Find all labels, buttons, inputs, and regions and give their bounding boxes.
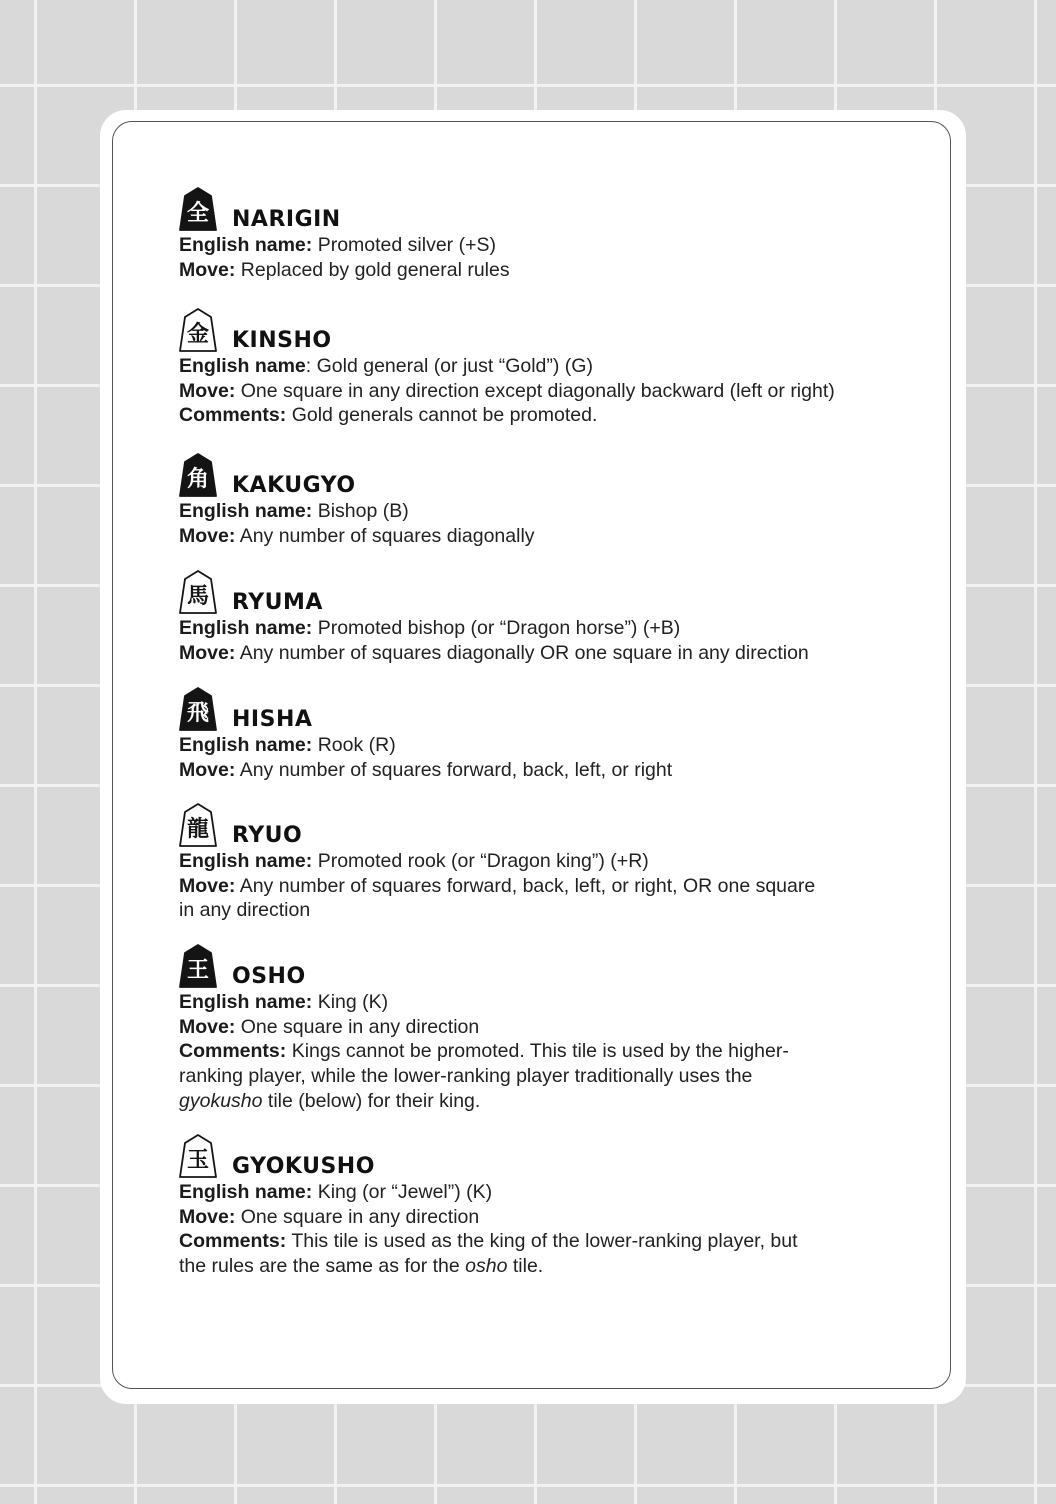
field-value-cont: tile.: [507, 1255, 544, 1278]
piece-info-line: [179, 616, 899, 641]
piece-entry-narigin: [179, 186, 899, 282]
tile-kanji: 飛: [186, 701, 209, 726]
piece-info-line: [179, 1205, 899, 1230]
piece-header: [179, 452, 899, 499]
piece-header: [179, 186, 899, 233]
field-label: Comments:: [179, 1040, 287, 1063]
shogi-tile-icon: [179, 308, 217, 352]
field-value: Bishop (B): [317, 500, 409, 522]
field-label: Move:: [179, 379, 236, 402]
shogi-tile-icon: [179, 1134, 217, 1178]
piece-header: [179, 569, 899, 616]
piece-info-line: [179, 499, 899, 524]
piece-header: [179, 307, 899, 354]
field-value: Replaced by gold general rules: [240, 258, 510, 281]
field-value: One square in any direction: [240, 1205, 480, 1228]
shogi-tile-icon: [179, 944, 217, 988]
field-value: Promoted bishop (or “Dragon horse”) (+B): [317, 617, 681, 639]
field-label: English name: [179, 355, 306, 377]
piece-info-line: [179, 354, 899, 379]
piece-info-line: [179, 849, 899, 874]
shogi-tile-icon: [179, 803, 217, 847]
field-value: : Gold general (or just “Gold”) (G): [305, 355, 593, 377]
shogi-tile-icon: [179, 187, 217, 231]
field-value: the rules are the same as for the: [179, 1255, 466, 1278]
piece-entry-ryuma: [179, 569, 899, 665]
piece-entry-osho: [179, 943, 899, 1114]
tile-kanji: 金: [186, 322, 209, 347]
piece-header: [179, 1133, 899, 1180]
field-label: English name:: [179, 1181, 313, 1203]
field-value: ranking player, while the lower-ranking player traditionally uses the: [179, 1065, 753, 1088]
field-value: Kings cannot be promoted. This tile is used by the higher-: [291, 1040, 789, 1063]
piece-info-line: [179, 403, 899, 428]
italic-term: osho: [465, 1255, 508, 1278]
italic-term: gyokusho: [179, 1089, 263, 1112]
piece-info-line: [179, 233, 899, 258]
piece-title: RYUO: [232, 823, 303, 848]
piece-entry-ryuo: [179, 802, 899, 923]
shogi-tile-icon: [179, 570, 217, 614]
piece-info-line: [179, 990, 899, 1015]
piece-info-line: [179, 379, 899, 404]
piece-entry-kinsho: [179, 307, 899, 428]
field-value: Any number of squares forward, back, left, or right: [239, 758, 673, 781]
piece-entry-kakugyo: [179, 452, 899, 548]
field-label: Comments:: [179, 1230, 287, 1253]
field-value-cont: tile (below) for their king.: [262, 1089, 481, 1112]
field-label: English name:: [179, 234, 313, 256]
field-label: Move:: [179, 641, 236, 664]
piece-info-line: [179, 524, 899, 549]
piece-entry-gyokusho: [179, 1133, 899, 1279]
field-value: Any number of squares diagonally: [239, 524, 535, 547]
field-label: Move:: [179, 758, 236, 781]
shogi-tile-icon: [179, 687, 217, 731]
tile-kanji: 龍: [186, 817, 209, 842]
piece-info-line: [179, 1015, 899, 1040]
field-value: King (K): [317, 991, 389, 1013]
field-value: Promoted rook (or “Dragon king”) (+R): [317, 850, 649, 872]
field-value: King (or “Jewel”) (K): [317, 1181, 493, 1203]
field-label: Comments:: [179, 404, 287, 427]
piece-title: HISHA: [232, 707, 313, 732]
piece-header: [179, 943, 899, 990]
piece-info-line: [179, 758, 899, 783]
field-value: Gold generals cannot be promoted.: [291, 404, 598, 427]
piece-info-line: [179, 1064, 899, 1089]
piece-title: KINSHO: [232, 328, 332, 353]
field-value: Promoted silver (+S): [317, 234, 496, 256]
piece-title: OSHO: [232, 964, 306, 989]
piece-info-line: [179, 1229, 899, 1254]
tile-kanji: 王: [186, 958, 209, 983]
tile-kanji: 全: [186, 201, 209, 226]
field-label: English name:: [179, 617, 313, 639]
field-value: One square in any direction: [240, 1015, 480, 1038]
piece-title: NARIGIN: [232, 207, 341, 232]
piece-title: KAKUGYO: [232, 473, 356, 498]
field-label: English name:: [179, 850, 313, 872]
shogi-tile-icon: [179, 453, 217, 497]
piece-info-line: [179, 1180, 899, 1205]
piece-info-line: [179, 898, 899, 923]
field-label: Move:: [179, 1015, 236, 1038]
field-label: English name:: [179, 500, 313, 522]
field-value: This tile is used as the king of the lower-ranking player, but: [291, 1230, 798, 1253]
tile-kanji: 馬: [186, 584, 209, 609]
field-label: English name:: [179, 991, 313, 1013]
piece-title: GYOKUSHO: [232, 1154, 375, 1179]
piece-info-line: [179, 1039, 899, 1064]
field-label: Move:: [179, 1205, 236, 1228]
field-value: Any number of squares forward, back, left, or right, OR one square: [239, 874, 816, 897]
field-value: in any direction: [179, 899, 311, 922]
field-value: One square in any direction except diagonally backward (left or right): [240, 379, 835, 402]
field-label: English name:: [179, 734, 313, 756]
piece-info-line: [179, 1254, 899, 1279]
piece-header: [179, 802, 899, 849]
piece-entry-hisha: [179, 686, 899, 782]
piece-info-line: [179, 1089, 899, 1114]
piece-title: RYUMA: [232, 590, 323, 615]
piece-info-line: [179, 733, 899, 758]
field-value: Any number of squares diagonally OR one square in any direction: [239, 641, 809, 664]
piece-info-line: [179, 258, 899, 283]
field-label: Move:: [179, 524, 236, 547]
tile-kanji: 玉: [186, 1148, 209, 1173]
tile-kanji: 角: [186, 467, 209, 492]
piece-info-line: [179, 641, 899, 666]
field-value: Rook (R): [317, 734, 396, 756]
piece-info-line: [179, 874, 899, 899]
field-label: Move:: [179, 874, 236, 897]
field-label: Move:: [179, 258, 236, 281]
piece-header: [179, 686, 899, 733]
